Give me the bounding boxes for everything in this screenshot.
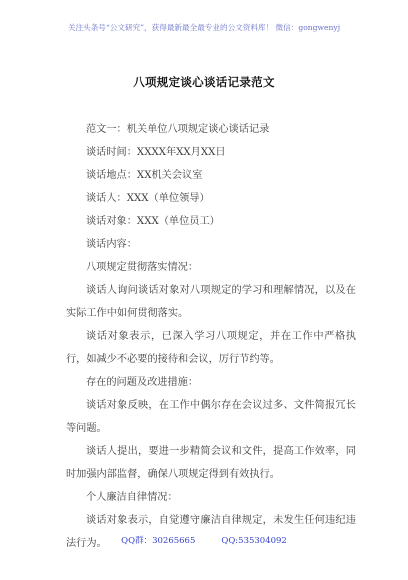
paragraph-content-label: 谈话内容： bbox=[86, 239, 137, 250]
paragraph-inquiry: 谈话人询问谈话对象对八项规定的学习和理解情况，以及在实际工作中如何贯彻落实。 bbox=[66, 285, 356, 319]
document-title: 八项规定谈心谈话记录范文 bbox=[133, 75, 275, 89]
qq-contact-number: QQ:535304092 bbox=[221, 536, 287, 546]
paragraph-section-integrity: 个人廉洁自律情况： bbox=[86, 492, 178, 503]
promo-header: 关注头条号“公文研究”，获得最新最全最专业的公文资料库！ 微信：gongwenyj bbox=[67, 23, 341, 32]
paragraph-interviewee: 谈话对象：XXX（单位员工） bbox=[86, 216, 220, 227]
paragraph-improvement: 谈话人提出，要进一步精简会议和文件，提高工作效率，同时加强内部监督，确保八项规定得到有效执行。 bbox=[66, 446, 356, 480]
paragraph-integrity-statement: 谈话对象表示，自觉遵守廉洁自律规定，未发生任何违纪违法行为。 bbox=[66, 515, 356, 549]
qq-group-number: QQ群：30265665 bbox=[121, 536, 196, 546]
paragraph-sample-heading: 范文一：机关单位八项规定谈心谈话记录 bbox=[86, 124, 270, 135]
paragraph-time: 谈话时间：XXXX年XX月XX日 bbox=[86, 147, 226, 158]
paragraph-section-issues: 存在的问题及改进措施： bbox=[86, 377, 199, 388]
paragraph-interviewer: 谈话人：XXX（单位领导） bbox=[86, 193, 210, 204]
paragraph-issue-report: 谈话对象反映，在工作中偶尔存在会议过多、文件简报冗长等问题。 bbox=[66, 400, 356, 434]
document-body bbox=[66, 118, 356, 555]
paragraph-response: 谈话对象表示，已深入学习八项规定，并在工作中严格执行，如减少不必要的接待和会议，厉行节约等。 bbox=[66, 331, 356, 365]
paragraph-location: 谈话地点：XX机关会议室 bbox=[86, 170, 203, 181]
contact-footer bbox=[0, 534, 408, 546]
paragraph-section-implementation: 八项规定贯彻落实情况： bbox=[86, 262, 199, 273]
